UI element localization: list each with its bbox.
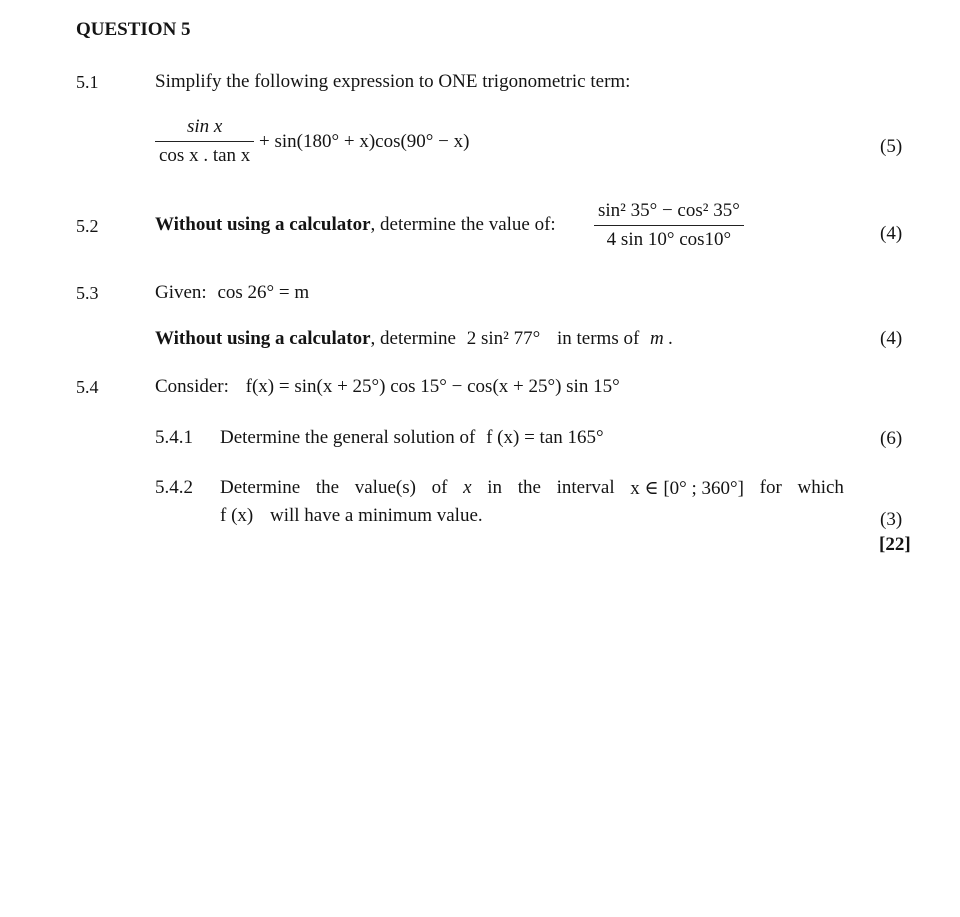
question-number-5-1: 5.1 (76, 72, 99, 92)
question-5-4-2-line2 (220, 505, 483, 527)
question-number-5-3: 5.3 (76, 283, 99, 303)
question-5-4-consider (155, 376, 620, 398)
question-5-1-marks: (5) (880, 136, 903, 157)
question-5-2-fraction (594, 200, 744, 251)
question-5-3-given-expression: cos 26° = m (217, 282, 310, 303)
question-5-4-2-marks: (3) (880, 509, 903, 530)
line1-word: in (487, 477, 503, 498)
question-5-4-consider-label: Consider: (155, 376, 229, 397)
question-number-5-4-1: 5.4.1 (155, 427, 193, 448)
question-5-3-given-label: Given: (155, 282, 207, 303)
line1-word: interval (556, 477, 615, 498)
question-5-2-expression (594, 200, 744, 251)
question-5-4-2-line2-text: will have a minimum value. (269, 505, 483, 526)
question-number-5-4-2: 5.4.2 (155, 477, 193, 498)
question-5-2-instruction (155, 214, 556, 236)
question-5-1-fraction-numerator: sin x (155, 116, 254, 142)
question-5-1-instruction: Simplify the following expression to ONE trigonometric term: (155, 71, 631, 92)
question-5-3-instruction (155, 328, 673, 350)
line1-word: which (797, 477, 844, 498)
question-5-3-variable: m . (650, 328, 674, 349)
question-5-4-function-expression: f(x) = sin(x + 25°) cos 15° − cos(x + 25°) sin 15° (245, 376, 620, 397)
question-title: QUESTION 5 (76, 19, 191, 40)
line1-interval: x ∈ [0° ; 360°] (630, 478, 744, 499)
question-5-4-2-function: f (x) (220, 505, 254, 526)
question-5-3-target-expression: 2 sin² 77° (466, 328, 541, 349)
line1-variable: x (463, 477, 472, 498)
question-5-4-2-line1 (220, 477, 844, 500)
line1-word: the (517, 477, 541, 498)
question-5-3-terms-text: in terms of (556, 328, 640, 349)
question-5-1-expression (155, 116, 469, 167)
question-5-4-1-text (220, 427, 604, 449)
question-total-marks: [22] (879, 534, 911, 555)
question-5-2-marks: (4) (880, 223, 903, 244)
question-5-2-fraction-numerator: sin² 35° − cos² 35° (594, 200, 744, 226)
question-5-4-1-expression: f (x) = tan 165° (486, 427, 604, 448)
line1-word: of (431, 477, 448, 498)
question-5-1-fraction-denominator: cos x . tan x (159, 145, 251, 166)
question-5-3-marks: (4) (880, 328, 903, 349)
question-5-3-instruction-bold: Without using a calculator (155, 328, 371, 349)
question-number-5-4: 5.4 (76, 377, 99, 397)
question-number-5-2: 5.2 (76, 216, 99, 236)
line1-word: the (315, 477, 340, 498)
question-5-4-1-instruction: Determine the general solution of (220, 427, 476, 448)
question-5-3-given (155, 282, 309, 304)
question-5-3-instruction-rest: , determine (370, 328, 456, 349)
question-5-4-1-marks: (6) (880, 428, 903, 449)
question-5-1-fraction (155, 116, 254, 167)
line1-word: value(s) (354, 477, 416, 498)
question-5-2-instruction-rest: , determine the value of: (370, 214, 556, 235)
question-5-2-fraction-denominator: 4 sin 10° cos10° (606, 229, 732, 250)
line1-word: Determine (220, 477, 301, 498)
line1-word: for (759, 477, 782, 498)
question-5-1-expression-rest: + sin(180° + x)cos(90° − x) (259, 130, 470, 152)
question-5-2-instruction-bold: Without using a calculator (155, 214, 371, 235)
